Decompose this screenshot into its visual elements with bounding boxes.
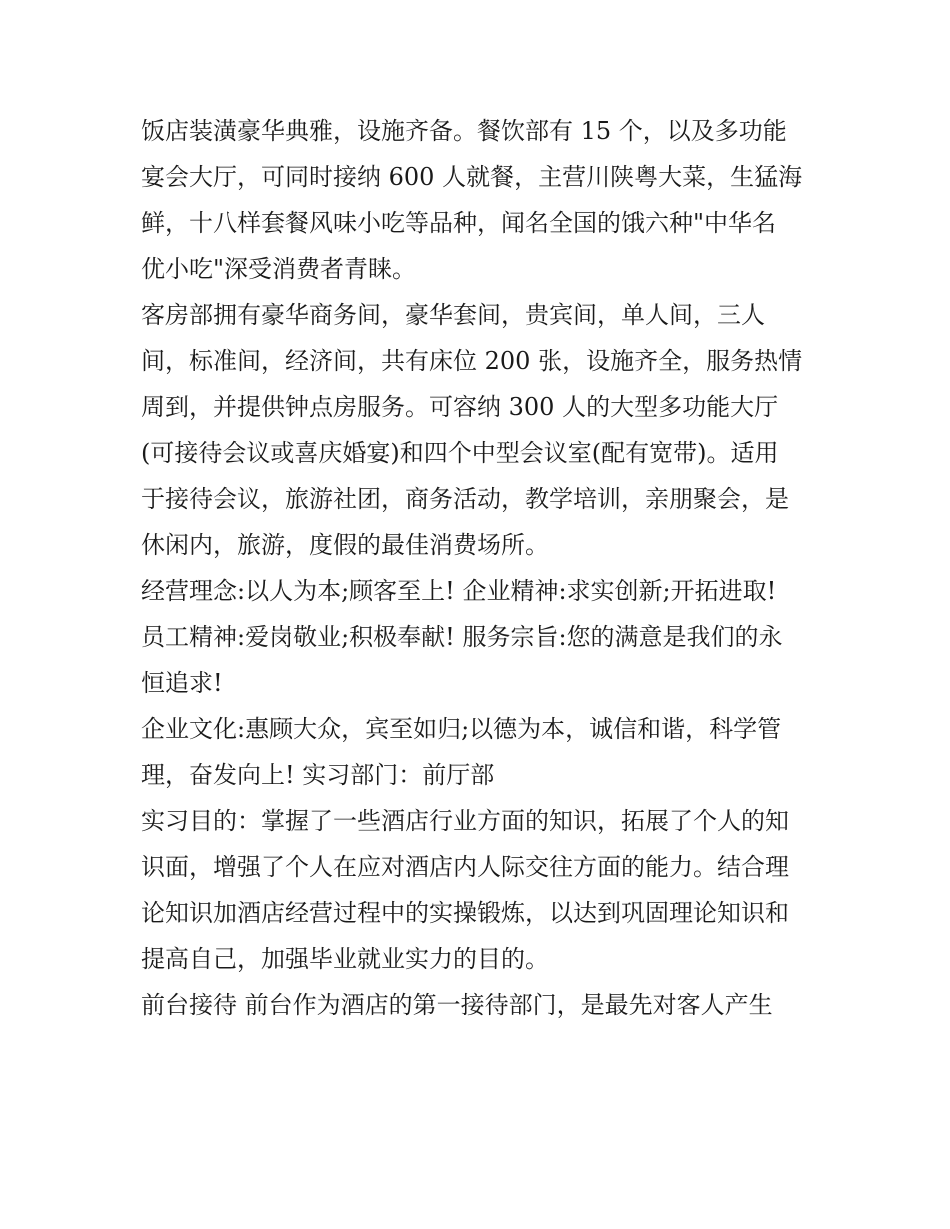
text-line: (可接待会议或喜庆婚宴)和四个中型会议室(配有宽带)。适用 bbox=[141, 439, 779, 467]
text-line: 休闲内，旅游，度假的最佳消费场所。 bbox=[141, 531, 549, 559]
text-line: 实习目的：掌握了一些酒店行业方面的知识，拓展了个人的知 bbox=[141, 807, 789, 835]
text-line: 周到，并提供钟点房服务。可容纳 300 人的大型多功能大厅 bbox=[141, 393, 779, 421]
text-line: 提高自己，加强毕业就业实力的目的。 bbox=[141, 945, 549, 973]
text-line: 企业文化:惠顾大众，宾至如归;以德为本，诚信和谐，科学管 bbox=[141, 715, 782, 743]
text-line: 间，标准间，经济间，共有床位 200 张，设施齐全，服务热情 bbox=[141, 347, 803, 375]
text-line: 理，奋发向上! 实习部门：前厅部 bbox=[141, 761, 495, 789]
text-line: 论知识加酒店经营过程中的实操锻炼，以达到巩固理论知识和 bbox=[141, 899, 789, 927]
text-line: 客房部拥有豪华商务间，豪华套间，贵宾间，单人间，三人 bbox=[141, 301, 765, 329]
text-line: 员工精神:爱岗敬业;积极奉献! 服务宗旨:您的满意是我们的永 bbox=[141, 623, 783, 651]
text-line: 优小吃"深受消费者青睐。 bbox=[141, 255, 417, 283]
text-line: 饭店装潢豪华典雅，设施齐备。餐饮部有 15 个，以及多功能 bbox=[141, 117, 787, 145]
text-line: 宴会大厅，可同时接纳 600 人就餐，主营川陕粤大菜，生猛海 bbox=[141, 163, 803, 191]
text-line: 前台接待 前台作为酒店的第一接待部门，是最先对客人产生 bbox=[141, 991, 773, 1019]
text-line: 鲜，十八样套餐风味小吃等品种，闻名全国的饿六种"中华名 bbox=[141, 209, 777, 237]
document-body bbox=[141, 108, 821, 1028]
text-line: 经营理念:以人为本;顾客至上! 企业精神:求实创新;开拓进取! bbox=[141, 577, 777, 605]
text-line: 识面，增强了个人在应对酒店内人际交往方面的能力。结合理 bbox=[141, 853, 789, 881]
text-line: 恒追求! bbox=[141, 669, 223, 697]
text-line: 于接待会议，旅游社团，商务活动，教学培训，亲朋聚会，是 bbox=[141, 485, 789, 513]
